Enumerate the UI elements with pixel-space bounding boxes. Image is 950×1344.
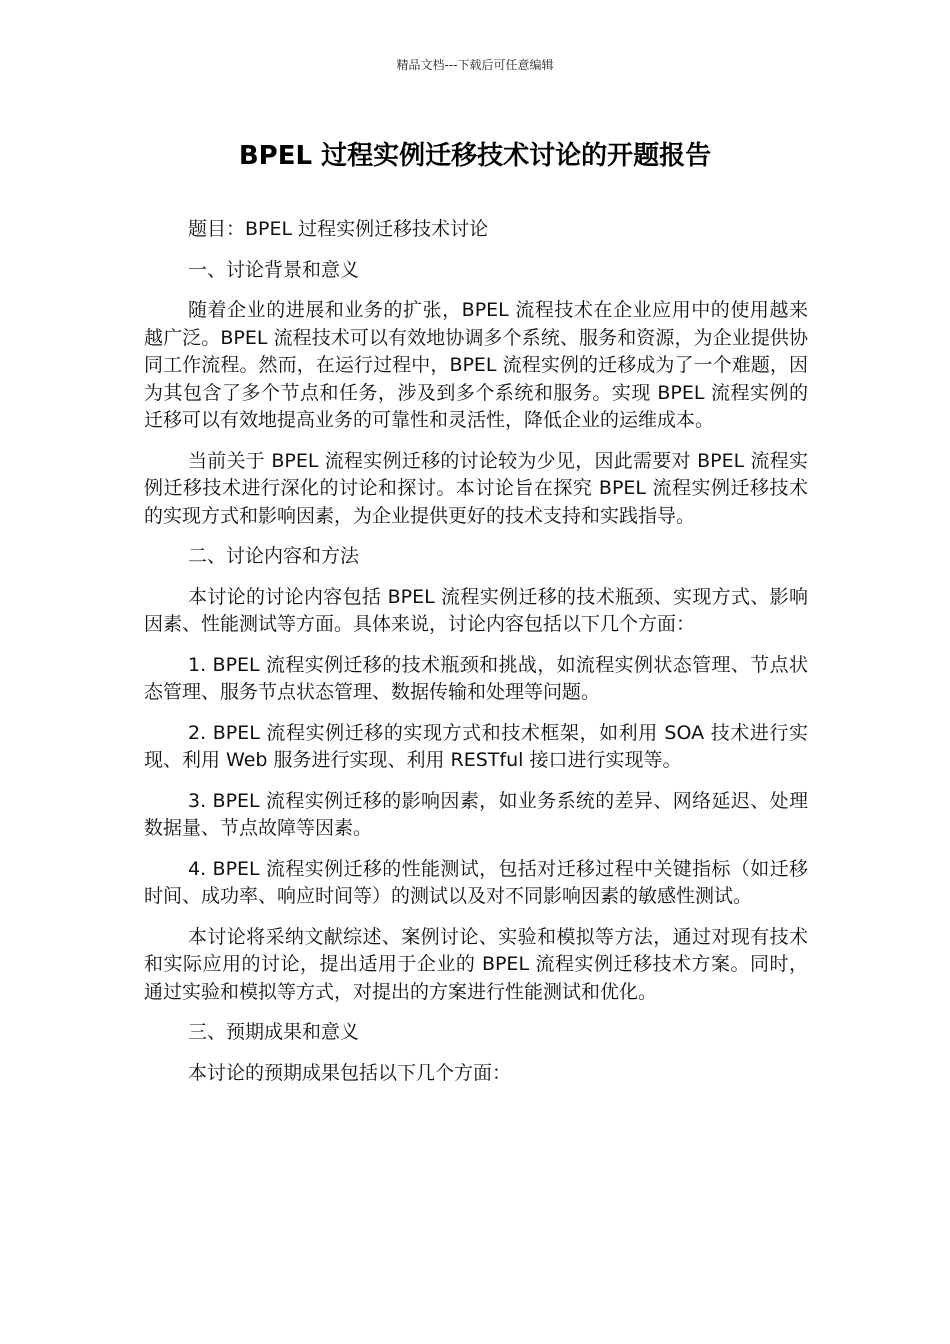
section-heading-background: 一、讨论背景和意义: [188, 258, 360, 281]
document-title: BPEL 过程实例迁移技术讨论的开题报告: [238, 141, 712, 171]
paragraph: 本讨论将采纳文献综述、案例讨论、实验和模拟等方法，通过对现有技术和实际应用的讨论，提出适用于企业的 BPEL 流程实例迁移技术方案。同时，通过实验和模拟等方式，对提出的方案进行性能测试和优化。: [144, 925, 808, 1003]
list-item: 4. BPEL 流程实例迁移的性能测试，包括对迁移过程中关键指标（如迁移时间、成功率、响应时间等）的测试以及对不同影响因素的敏感性测试。: [144, 857, 808, 907]
list-item: 1. BPEL 流程实例迁移的技术瓶颈和挑战，如流程实例状态管理、节点状态管理、服务节点状态管理、数据传输和处理等问题。: [144, 653, 808, 703]
paragraph: 当前关于 BPEL 流程实例迁移的讨论较为少见，因此需要对 BPEL 流程实例迁移技术进行深化的讨论和探讨。本讨论旨在探究 BPEL 流程实例迁移技术的实现方式和影响因素，为企业提供更好的技术支持和实践指导。: [144, 449, 808, 527]
header-note: 精品文档---下载后可任意编辑: [396, 58, 554, 72]
list-item: 3. BPEL 流程实例迁移的影响因素，如业务系统的差异、网络延迟、处理数据量、节点故障等因素。: [144, 789, 808, 839]
section-heading-outcomes: 三、预期成果和意义: [188, 1021, 360, 1043]
paragraph: 本讨论的讨论内容包括 BPEL 流程实例迁移的技术瓶颈、实现方式、影响因素、性能测试等方面。具体来说，讨论内容包括以下几个方面：: [144, 585, 808, 635]
document-body: [144, 216, 808, 1100]
subject-line: 题目：BPEL 过程实例迁移技术讨论: [188, 218, 489, 240]
section-heading-content: 二、讨论内容和方法: [188, 545, 360, 567]
list-item: 2. BPEL 流程实例迁移的实现方式和技术框架，如利用 SOA 技术进行实现、利用 Web 服务进行实现、利用 RESTful 接口进行实现等。: [144, 721, 808, 771]
paragraph: 本讨论的预期成果包括以下几个方面：: [188, 1061, 512, 1084]
paragraph: 随着企业的进展和业务的扩张，BPEL 流程技术在企业应用中的使用越来越广泛。BPEL 流程技术可以有效地协调多个系统、服务和资源，为企业提供协同工作流程。然而，在运行过程中，BPEL 流程实例的迁移成为了一个难题，因为其包含了多个节点和任务，涉及到多个系统和服务。实现 BPEL 流程实例的迁移可以有效地提高业务的可靠性和灵活性，降低企业的运维成本。: [144, 299, 808, 431]
